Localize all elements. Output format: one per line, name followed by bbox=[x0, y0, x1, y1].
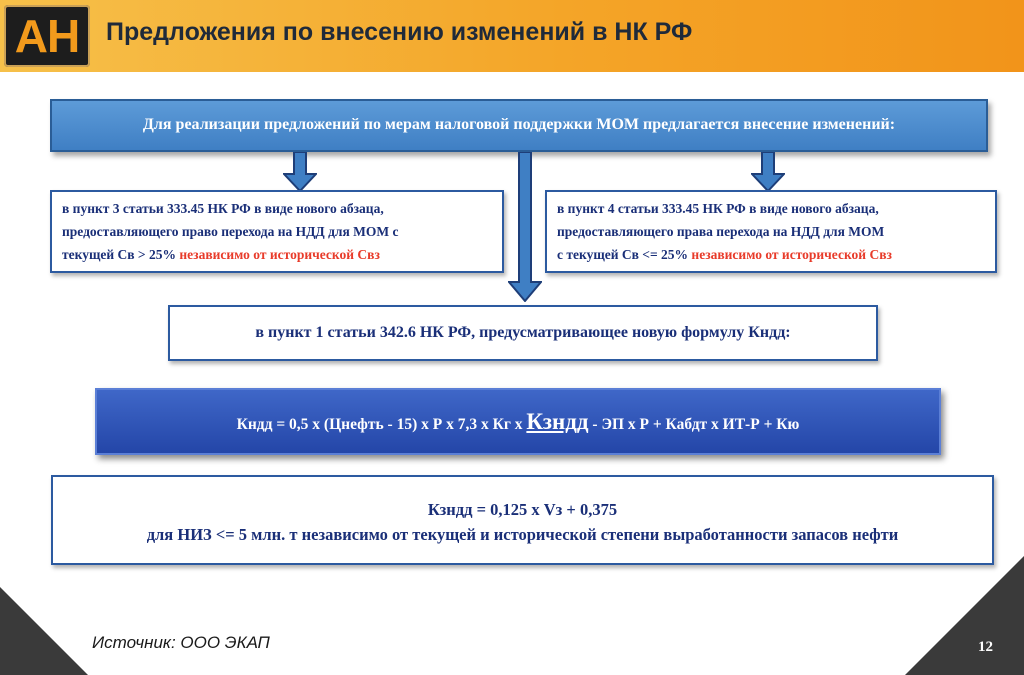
kzndd-formula-box bbox=[51, 475, 994, 565]
decorative-corner-left bbox=[0, 587, 88, 675]
left-box-line-2: предоставляющего право перехода на НДД для МОМ с bbox=[62, 224, 399, 239]
formula-intro-box: в пункт 1 статьи 342.6 НК РФ, предусматривающее новую формулу Кндд: bbox=[168, 305, 878, 361]
kndd-formula-box bbox=[95, 388, 941, 455]
proposal-box-right bbox=[545, 190, 997, 273]
formula-suffix: - ЭП х Р + Кабдт х ИТ-Р + Кю bbox=[588, 416, 800, 433]
proposal-box-left bbox=[50, 190, 504, 273]
intro-box: Для реализации предложений по мерам налоговой поддержки МОМ предлагается внесение изменений: bbox=[50, 99, 988, 152]
left-box-line-3 bbox=[62, 243, 492, 266]
left-box-highlight: независимо от исторической Свз bbox=[179, 247, 380, 262]
slide-title: Предложения по внесению изменений в НК РФ bbox=[106, 18, 693, 46]
formula-kzndd-highlight: Кзндд bbox=[526, 409, 589, 434]
company-logo bbox=[4, 5, 90, 67]
right-box-line-3 bbox=[557, 243, 985, 266]
arrow-down-left-icon bbox=[283, 152, 317, 192]
right-box-line-3-prefix: с текущей Св <= 25% bbox=[557, 247, 692, 262]
arrow-down-right-icon bbox=[751, 152, 785, 192]
source-note: Источник: ООО ЭКАП bbox=[92, 633, 270, 652]
left-box-line-3-prefix: текущей Св > 25% bbox=[62, 247, 180, 262]
right-box-line-1: в пункт 4 статьи 333.45 НК РФ в виде нового абзаца, bbox=[557, 201, 879, 216]
header-bar bbox=[0, 0, 1024, 72]
right-box-line-2: предоставляющего права перехода на НДД для МОМ bbox=[557, 224, 885, 239]
decorative-corner-right bbox=[905, 556, 1024, 675]
formula-prefix: Кндд = 0,5 х (Цнефть - 15) х Р х 7,3 х Кг х bbox=[236, 416, 527, 433]
page-number: 12 bbox=[978, 639, 993, 655]
kzndd-condition-line: для НИЗ <= 5 млн. т независимо от текущей и исторической степени выработанности запасов нефти bbox=[146, 525, 899, 544]
logo-text: АН bbox=[14, 10, 80, 62]
left-box-line-1: в пункт 3 статьи 333.45 НК РФ в виде нового абзаца, bbox=[62, 201, 384, 216]
right-box-highlight: независимо от исторической Свз bbox=[691, 247, 892, 262]
kzndd-formula-line: Кзндд = 0,125 х Vз + 0,375 bbox=[427, 500, 618, 519]
arrow-down-center-icon bbox=[508, 152, 542, 302]
